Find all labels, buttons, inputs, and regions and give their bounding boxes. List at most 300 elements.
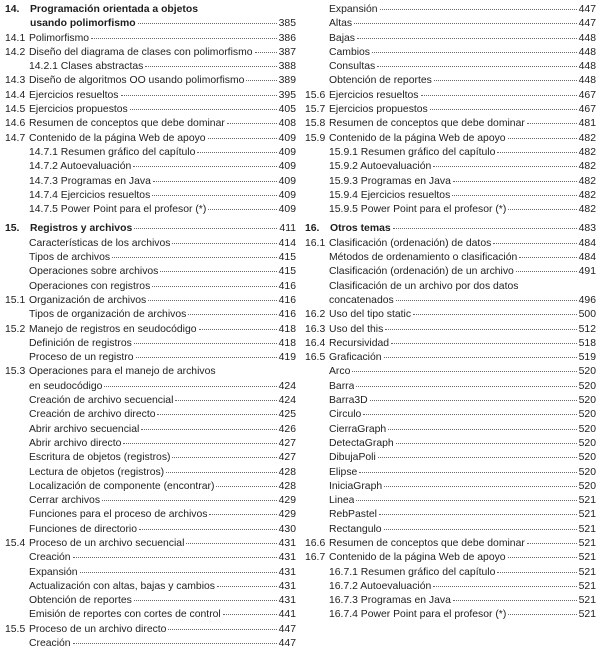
page-number: 424: [278, 395, 296, 407]
entry-number: 14.2: [5, 46, 26, 58]
page-number: 409: [278, 161, 296, 173]
entry-number: 14.7: [5, 132, 26, 144]
page-number: 447: [578, 18, 596, 30]
dot-leader: [148, 300, 276, 301]
entry-title: en seudocódigo: [29, 380, 103, 392]
page-number: 385: [278, 18, 296, 30]
toc-chapter: [5, 222, 296, 236]
toc-subentry: [305, 251, 596, 265]
page-number: 448: [578, 61, 596, 73]
page-number: 386: [278, 32, 296, 44]
dot-leader: [133, 166, 276, 167]
dot-leader: [519, 257, 576, 258]
entry-title: DibujaPoli: [329, 452, 376, 464]
entry-title: Operaciones con registros: [29, 280, 151, 292]
dot-leader: [145, 66, 276, 67]
entry-title: 16.7.2 Autoevaluación: [329, 580, 432, 592]
dot-leader: [227, 123, 277, 124]
entry-title: Actualización con altas, bajas y cambios: [29, 580, 215, 592]
entry-title: Resumen de conceptos que debe dominar: [329, 537, 525, 549]
dot-leader: [168, 629, 276, 630]
dot-leader: [379, 514, 577, 515]
page-number: 521: [578, 523, 596, 535]
page-number: 512: [578, 323, 596, 335]
toc-section: [305, 551, 596, 565]
page-number: 518: [578, 337, 596, 349]
page-number: 416: [278, 280, 296, 292]
dot-leader: [433, 166, 576, 167]
toc-subentry: [5, 480, 296, 494]
page-number: 409: [278, 204, 296, 216]
toc-subentry: [5, 451, 296, 465]
page-number: 414: [278, 237, 296, 249]
entry-title: Circulo: [329, 409, 362, 421]
entry-title: Abrir archivo secuencial: [29, 423, 140, 435]
toc-subentry: [5, 594, 296, 608]
page-number: 482: [578, 132, 596, 144]
entry-title: Diseño del diagrama de clases con polimorfismo: [29, 46, 253, 58]
entry-title: Localización de componente (encontrar): [29, 480, 215, 492]
toc-section: [305, 89, 596, 103]
toc-section: [5, 623, 296, 637]
toc-chapter: [5, 17, 296, 31]
toc-subentry: [305, 46, 596, 60]
page-number: 409: [278, 132, 296, 144]
dot-leader: [453, 600, 577, 601]
toc-chapter: [305, 222, 596, 236]
page-number: 405: [278, 104, 296, 116]
page-number: 429: [278, 495, 296, 507]
page-number: 427: [278, 437, 296, 449]
toc-subentry: [5, 60, 296, 74]
page-number: 416: [278, 294, 296, 306]
dot-leader: [172, 457, 276, 458]
dot-leader: [134, 228, 277, 229]
dot-leader: [384, 529, 577, 530]
entry-title: Tipos de archivos: [29, 252, 111, 264]
entry-title: concatenados: [329, 294, 394, 306]
toc-subentry: [5, 280, 296, 294]
entry-title: Obtención de reportes: [329, 75, 432, 87]
entry-title: Cerrar archivos: [29, 495, 101, 507]
page-number: 520: [578, 466, 596, 478]
entry-title: Operaciones sobre archivos: [29, 266, 159, 278]
page-number: 416: [278, 309, 296, 321]
toc-section: [305, 351, 596, 365]
dot-leader: [208, 209, 276, 210]
entry-title: 14.7.3 Programas en Java: [29, 175, 151, 187]
dot-leader: [359, 472, 576, 473]
page-number: 411: [279, 223, 296, 235]
dot-leader: [73, 643, 277, 644]
toc-subentry: [5, 308, 296, 322]
entry-title: Barra3D: [329, 395, 368, 407]
page-number: 409: [278, 175, 296, 187]
dot-leader: [197, 152, 276, 153]
toc-section: [5, 294, 296, 308]
toc-subentry: [305, 451, 596, 465]
dot-leader: [433, 586, 576, 587]
toc-subentry: [5, 394, 296, 408]
page-number: 520: [578, 480, 596, 492]
toc-subentry: [5, 494, 296, 508]
toc-subentry: [5, 423, 296, 437]
toc-subentry: [305, 365, 596, 379]
dot-leader: [377, 66, 576, 67]
dot-leader: [421, 95, 577, 96]
entry-number: 15.9: [305, 132, 326, 144]
toc-subentry: [5, 146, 296, 160]
dot-leader: [452, 195, 576, 196]
page-number: 418: [278, 337, 296, 349]
dot-leader: [527, 123, 577, 124]
entry-title: Ejercicios resueltos: [29, 89, 119, 101]
entry-title: Expansión: [29, 566, 78, 578]
page-number: 520: [578, 366, 596, 378]
dot-leader: [380, 9, 577, 10]
dot-leader: [354, 23, 577, 24]
page-number: 521: [578, 580, 596, 592]
entry-title: Operaciones para el manejo de archivos: [29, 366, 216, 378]
toc-section: [305, 237, 596, 251]
entry-number: 15.2: [5, 323, 26, 335]
page-number: 481: [578, 118, 596, 130]
page-number: 388: [278, 61, 296, 73]
dot-leader: [378, 457, 577, 458]
dot-leader: [391, 343, 577, 344]
entry-title: Obtención de reportes: [29, 595, 132, 607]
dot-leader: [497, 572, 576, 573]
dot-leader: [73, 557, 277, 558]
entry-title: Clasificación (ordenación) de un archivo: [329, 266, 514, 278]
entry-title: 15.9.2 Autoevaluación: [329, 161, 432, 173]
toc-subentry: [305, 508, 596, 522]
dot-leader: [153, 181, 277, 182]
entry-title: Lectura de objetos (registros): [29, 466, 165, 478]
entry-title: usando polimorfismo: [30, 18, 136, 30]
entry-number: 16.1: [305, 237, 326, 249]
entry-title: 14.7.4 Ejercicios resueltos: [29, 189, 151, 201]
toc-section: [305, 132, 596, 146]
toc-subentry: [5, 637, 296, 651]
toc-subentry: [5, 566, 296, 580]
toc-subentry: [305, 380, 596, 394]
dot-leader: [80, 572, 277, 573]
toc-subentry: [5, 580, 296, 594]
toc-subentry: [305, 580, 596, 594]
entry-number: 15.3: [5, 366, 26, 378]
entry-title: Expansión: [329, 4, 378, 15]
toc-subentry: [5, 337, 296, 351]
entry-title: Uso del tipo static: [329, 309, 412, 321]
entry-title: 14.7.5 Power Point para el profesor (*): [29, 204, 207, 216]
dot-leader: [352, 371, 576, 372]
entry-title: Registros y archivos: [30, 223, 133, 235]
page-number: 520: [578, 437, 596, 449]
entry-number: 16.7: [305, 552, 326, 564]
entry-title: CierraGraph: [329, 423, 387, 435]
dot-leader: [527, 543, 577, 544]
entry-title: Uso del this: [329, 323, 384, 335]
entry-title: Arco: [329, 366, 351, 378]
entry-title: Cambios: [329, 46, 370, 58]
toc-column-right: [305, 3, 596, 651]
dot-leader: [356, 500, 576, 501]
entry-title: RebPastel: [329, 509, 377, 521]
entry-title: Proceso de un registro: [29, 352, 134, 364]
page-number: 520: [578, 452, 596, 464]
page-number: 519: [578, 352, 596, 364]
page-number: 428: [278, 466, 296, 478]
entry-title: Métodos de ordenamiento o clasificación: [329, 252, 518, 264]
entry-title: Resumen de conceptos que debe dominar: [329, 118, 525, 130]
page-number: 467: [578, 89, 596, 101]
toc-subentry: [5, 508, 296, 522]
entry-title: Elipse: [329, 466, 358, 478]
entry-title: Consultas: [329, 61, 376, 73]
dot-leader: [372, 52, 577, 53]
dot-leader: [175, 400, 276, 401]
toc-subentry: [305, 437, 596, 451]
page-number: 431: [278, 580, 296, 592]
page-number: 389: [278, 75, 296, 87]
page-number: 418: [278, 323, 296, 335]
toc-section: [5, 117, 296, 131]
page-number: 447: [578, 4, 596, 15]
entry-number: 14.4: [5, 89, 26, 101]
entry-number: 15.6: [305, 89, 326, 101]
page-number: 520: [578, 409, 596, 421]
dot-leader: [393, 228, 577, 229]
page-number: 431: [278, 566, 296, 578]
page-number: 482: [578, 189, 596, 201]
entry-number: 15.: [5, 223, 20, 235]
dot-leader: [160, 271, 276, 272]
toc-subentry: [5, 523, 296, 537]
dot-leader: [385, 329, 576, 330]
toc-subentry: [305, 294, 596, 308]
toc-subentry: [305, 394, 596, 408]
entry-title: Programación orientada a objetos: [30, 4, 199, 15]
toc-subentry: [305, 32, 596, 46]
page-number: 483: [578, 223, 596, 235]
dot-leader: [396, 300, 577, 301]
entry-title: Manejo de registros en seudocódigo: [29, 323, 197, 335]
entry-number: 15.7: [305, 104, 326, 116]
page-number: 431: [278, 537, 296, 549]
dot-leader: [396, 443, 577, 444]
toc-subentry: [305, 280, 596, 294]
dot-leader: [388, 429, 576, 430]
toc-subentry: [305, 594, 596, 608]
toc-subentry: [305, 189, 596, 203]
toc-subentry: [305, 74, 596, 88]
entry-title: Funciones de directorio: [29, 523, 138, 535]
page-number: 425: [278, 409, 296, 421]
toc-section: [305, 117, 596, 131]
toc-chapter: [5, 3, 296, 17]
dot-leader: [102, 500, 277, 501]
toc-subentry: [5, 466, 296, 480]
entry-number: 16.2: [305, 309, 326, 321]
entry-title: Escritura de objetos (registros): [29, 452, 171, 464]
page-number: 431: [278, 552, 296, 564]
dot-leader: [208, 138, 277, 139]
entry-number: 16.6: [305, 537, 326, 549]
entry-number: 15.1: [5, 294, 26, 306]
entry-number: 14.: [5, 4, 20, 15]
dot-leader: [199, 329, 277, 330]
page-number: 482: [578, 146, 596, 158]
toc-subentry: [5, 189, 296, 203]
dot-leader: [453, 181, 577, 182]
entry-title: Diseño de algoritmos OO usando polimorfismo: [29, 75, 245, 87]
toc-subentry: [5, 408, 296, 422]
toc-subentry: [305, 608, 596, 622]
toc-section: [5, 132, 296, 146]
page-number: 520: [578, 380, 596, 392]
dot-leader: [134, 343, 277, 344]
page-number: 426: [278, 423, 296, 435]
entry-number: 15.4: [5, 537, 26, 549]
entry-title: Ejercicios resueltos: [329, 89, 419, 101]
entry-title: Funciones para el proceso de archivos: [29, 509, 208, 521]
page-number: 415: [278, 266, 296, 278]
entry-title: Ejercicios propuestos: [329, 104, 428, 116]
entry-title: Creación: [29, 638, 71, 650]
entry-number: 16.3: [305, 323, 326, 335]
dot-leader: [508, 614, 576, 615]
dot-leader: [91, 38, 277, 39]
page-number: 520: [578, 395, 596, 407]
toc-subentry: [5, 608, 296, 622]
entry-number: 15.5: [5, 623, 26, 635]
page-number: 500: [578, 309, 596, 321]
dot-leader: [141, 429, 276, 430]
page-number: 482: [578, 161, 596, 173]
toc-subentry: [305, 175, 596, 189]
dot-leader: [508, 209, 576, 210]
entry-title: Contenido de la página Web de apoyo: [329, 552, 506, 564]
dot-leader: [493, 243, 576, 244]
page-number: 430: [278, 523, 296, 535]
page-number: 387: [278, 46, 296, 58]
page-number: 409: [278, 146, 296, 158]
page-number: 521: [578, 552, 596, 564]
toc-section: [5, 46, 296, 60]
page-number: 496: [578, 294, 596, 306]
dot-leader: [112, 257, 277, 258]
page-number: 415: [278, 252, 296, 264]
entry-title: Abrir archivo directo: [29, 437, 122, 449]
page-number: 521: [578, 537, 596, 549]
toc-section: [305, 537, 596, 551]
dot-leader: [188, 314, 276, 315]
toc-subentry: [305, 523, 596, 537]
dot-leader: [384, 357, 577, 358]
entry-title: IniciaGraph: [329, 480, 383, 492]
dot-leader: [157, 414, 276, 415]
toc-subentry: [5, 351, 296, 365]
entry-title: 16.7.3 Programas en Java: [329, 595, 451, 607]
entry-title: Recursividad: [329, 337, 390, 349]
entry-title: 15.9.1 Resumen gráfico del capítulo: [329, 146, 496, 158]
dot-leader: [508, 138, 577, 139]
page-number: 409: [278, 189, 296, 201]
dot-leader: [508, 557, 577, 558]
dot-leader: [121, 95, 277, 96]
entry-title: Linea: [329, 495, 355, 507]
entry-title: Otros temas: [330, 223, 391, 235]
entry-number: 14.5: [5, 104, 26, 116]
entry-number: 16.5: [305, 352, 326, 364]
entry-title: Creación: [29, 552, 71, 564]
dot-leader: [434, 80, 577, 81]
dot-leader: [516, 271, 577, 272]
toc-subentry: [305, 60, 596, 74]
page-number: 521: [578, 509, 596, 521]
entry-title: 15.9.5 Power Point para el profesor (*): [329, 204, 507, 216]
entry-title: Creación de archivo secuencial: [29, 395, 174, 407]
page-number: 521: [578, 609, 596, 621]
page-number: 428: [278, 480, 296, 492]
entry-title: 14.2.1 Clases abstractas: [29, 61, 144, 73]
entry-number: 15.8: [305, 118, 326, 130]
dot-leader: [123, 443, 276, 444]
entry-title: Barra: [329, 380, 355, 392]
entry-title: 14.7.2 Autoevaluación: [29, 161, 132, 173]
dot-leader: [209, 514, 276, 515]
entry-title: Ejercicios propuestos: [29, 104, 128, 116]
toc-subentry: [5, 203, 296, 217]
page-number: 521: [578, 595, 596, 607]
entry-title: Creación de archivo directo: [29, 409, 156, 421]
entry-number: 14.3: [5, 75, 26, 87]
toc-subentry: [305, 3, 596, 17]
toc-subentry: [305, 408, 596, 422]
entry-title: Contenido de la página Web de apoyo: [329, 132, 506, 144]
page-number: 467: [578, 104, 596, 116]
dot-leader: [497, 152, 576, 153]
dot-leader: [152, 195, 276, 196]
toc-subentry: [305, 494, 596, 508]
entry-title: Tipos de organización de archivos: [29, 309, 187, 321]
entry-number: 14.1: [5, 32, 26, 44]
toc-section: [5, 32, 296, 46]
toc-subentry: [305, 203, 596, 217]
toc-section: [5, 103, 296, 117]
dot-leader: [172, 243, 276, 244]
toc-subentry: [305, 480, 596, 494]
entry-title: Proceso de un archivo directo: [29, 623, 167, 635]
toc-subentry: [5, 175, 296, 189]
toc-section: [5, 365, 296, 379]
dot-leader: [255, 52, 277, 53]
toc-subentry: [5, 251, 296, 265]
dot-leader: [216, 486, 276, 487]
entry-title: Definición de registros: [29, 337, 132, 349]
entry-title: Rectangulo: [329, 523, 382, 535]
page-number: 395: [278, 89, 296, 101]
page-number: 447: [278, 623, 296, 635]
entry-title: Contenido de la página Web de apoyo: [29, 132, 206, 144]
toc-section: [5, 89, 296, 103]
dot-leader: [356, 386, 576, 387]
dot-leader: [413, 314, 577, 315]
entry-title: 16.7.1 Resumen gráfico del capítulo: [329, 566, 496, 578]
toc-subentry: [5, 265, 296, 279]
toc-section: [305, 337, 596, 351]
